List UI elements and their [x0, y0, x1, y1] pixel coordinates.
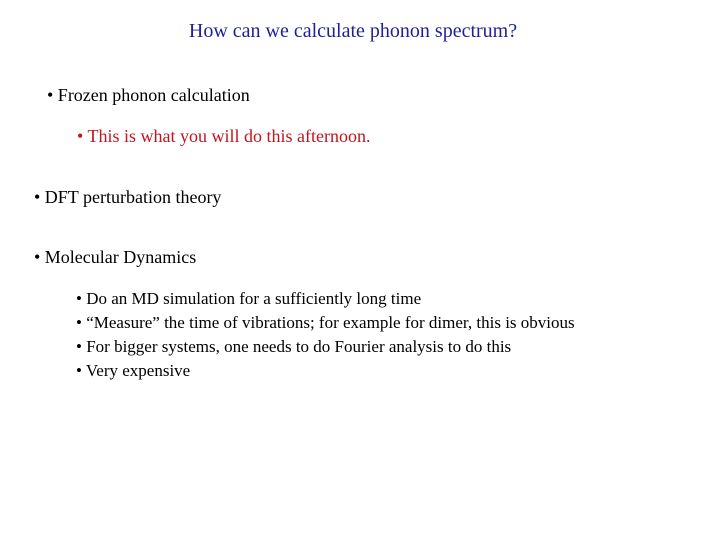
md-sub-list [76, 287, 575, 383]
list-item: • Very expensive [76, 361, 191, 380]
list-item: • “Measure” the time of vibrations; for example for dimer, this is obvious [76, 313, 575, 332]
list-item: • For bigger systems, one needs to do Fourier analysis to do this [76, 337, 512, 356]
bullet-afternoon-note: • This is what you will do this afternoon. [77, 126, 371, 146]
slide-title: How can we calculate phonon spectrum? [188, 20, 518, 42]
bullet-frozen-phonon: • Frozen phonon calculation [47, 85, 250, 105]
list-item: • Do an MD simulation for a sufficiently long time [76, 289, 422, 308]
bullet-dft-perturbation: • DFT perturbation theory [34, 187, 222, 207]
bullet-molecular-dynamics: • Molecular Dynamics [34, 247, 197, 267]
